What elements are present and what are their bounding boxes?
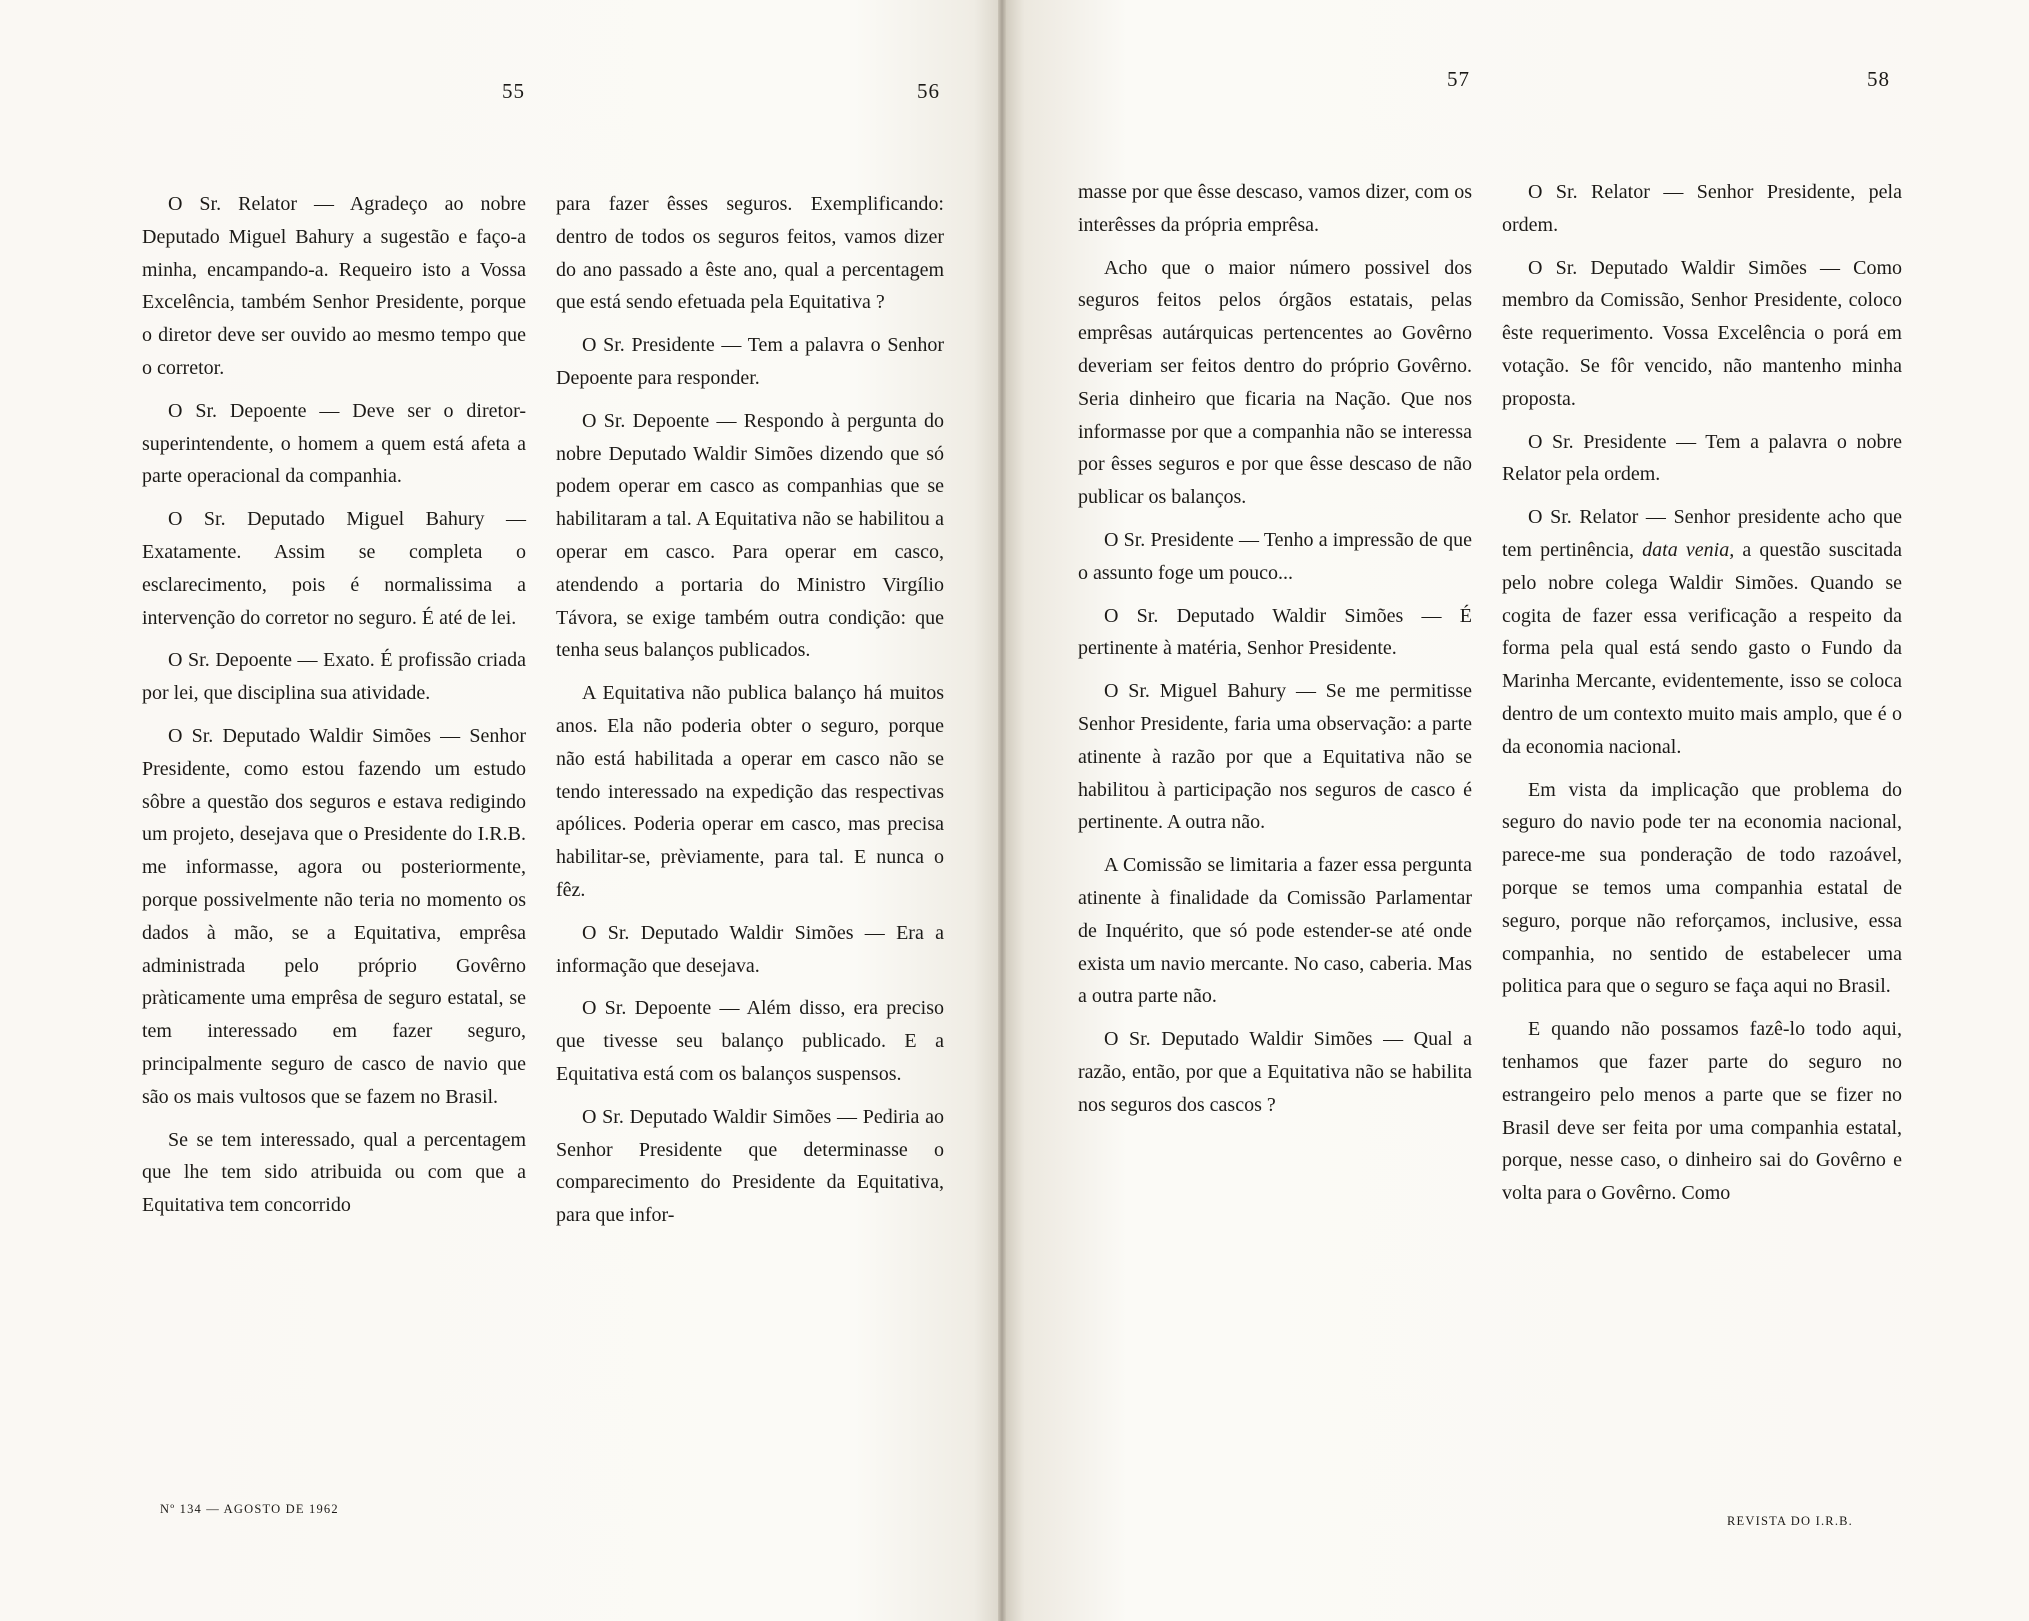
paragraph: O Sr. Deputado Waldir Simões — Qual a razão, então, por que a Equitativa não se habilita nos seguros dos cascos ? — [1078, 1028, 1472, 1116]
book-gutter — [998, 0, 1006, 1621]
paragraph: O Sr. Relator — Agradeço ao nobre Deputado Miguel Bahury a sugestão e faço-a minha, encampando-a. Requeiro isto a Vossa Excelência, também Senhor Presidente, porque o diretor deve ser ouvido ao mesmo tempo que o corretor. — [142, 193, 526, 379]
paragraph: O Sr. Miguel Bahury — Se me permitisse Senhor Presidente, faria uma observação: a parte atinente à razão por que a Equitativa não se habilitou à participação nos seguros de casco é pertinente. A outra não. — [1078, 680, 1472, 834]
footer-issue: Nº 134 — AGOSTO DE 1962 — [160, 1502, 339, 1516]
paragraph: O Sr. Deputado Waldir Simões — É pertinente à matéria, Senhor Presidente. — [1078, 604, 1472, 660]
paragraph: Acho que o maior número possivel dos seguros feitos pelos órgãos estatais, pelas emprêsas autárquicas pertencentes ao Govêrno deveriam ser feitos dentro do próprio Govêrno. Seria dinheiro que ficaria na Nação. Que nos informasse por que a companhia não se interessa por êsses seguros e por que êsse descaso de não publicar os balanços. — [1078, 256, 1472, 509]
paragraph: para fazer êsses seguros. Exemplificando: dentro de todos os seguros feitos, vamos dizer do ano passado a êste ano, qual a percentagem que está sendo efetuada pela Equitativa ? — [556, 193, 944, 314]
page-56-text — [556, 188, 944, 1242]
page-57-text — [1078, 176, 1472, 1132]
paragraph: O Sr. Presidente — Tenho a impressão de que o assunto foge um pouco... — [1078, 528, 1472, 584]
paragraph: O Sr. Presidente — Tem a palavra o Senhor Depoente para responder. — [556, 334, 944, 389]
paragraph: O Sr. Deputado Miguel Bahury — Exatamente. Assim se completa o esclarecimento, pois é normalissima a intervenção do corretor no seguro. É até de lei. — [142, 508, 526, 629]
paragraph: O Sr. Depoente — Respondo à pergunta do nobre Deputado Waldir Simões dizendo que só podem operar em casco as companhias que se habilitaram a tal. A Equitativa não se habilitou a operar em casco. Para operar em casco, atendendo a portaria do Ministro Virgílio Távora, se exige também outra condição: que tenha seus balanços publicados. — [556, 409, 944, 662]
paragraph: Em vista da implicação que problema do seguro do navio pode ter na economia nacional, parece-me sua ponderação de todo razoável, porque se temos uma companhia estatal de seguro, porque não reforçamos, inclusive, essa companhia, no sentido de estabelecer uma politica para que o seguro se faça aqui no Brasil. — [1502, 778, 1902, 998]
page-number-58: 58 — [1867, 67, 1890, 91]
paragraph: masse por que êsse descaso, vamos dizer, com os interêsses da própria emprêsa. — [1078, 181, 1472, 236]
paragraph: A Comissão se limitaria a fazer essa pergunta atinente à finalidade da Comissão Parlamentar de Inquérito, que só pode estender-se até onde exista um navio mercante. No caso, caberia. Mas a outra parte não. — [1078, 854, 1472, 1008]
latin-phrase: data venia, — [1642, 538, 1735, 561]
page-number-56: 56 — [917, 79, 940, 103]
paragraph: O Sr. Depoente — Além disso, era preciso que tivesse seu balanço publicado. E a Equitativa está com os balanços suspensos. — [556, 997, 944, 1085]
footer-journal: REVISTA DO I.R.B. — [1727, 1514, 1854, 1528]
paragraph: O Sr. Depoente — Deve ser o diretor-superintendente, o homem a quem está afeta a parte operacional da companhia. — [142, 399, 526, 488]
page-58-text — [1502, 176, 1902, 1220]
page-number-57: 57 — [1447, 67, 1470, 91]
paragraph: O Sr. Deputado Waldir Simões — Era a informação que desejava. — [556, 921, 944, 977]
paragraph: A Equitativa não publica balanço há muitos anos. Ela não poderia obter o seguro, porque não está habilitada a operar em casco não se tendo interessado na expedição das respectivas apólices. Poderia operar em casco, mas precisa habilitar-se, prèviamente, para tal. E nunca o fêz. — [556, 682, 944, 901]
paragraph — [1502, 501, 1902, 763]
page-number-55: 55 — [502, 79, 525, 103]
paragraph: O Sr. Deputado Waldir Simões — Pediria ao Senhor Presidente que determinasse o comparecimento do Presidente da Equitativa, para que infor- — [556, 1105, 944, 1227]
paragraph: O Sr. Deputado Waldir Simões — Como membro da Comissão, Senhor Presidente, coloco êste requerimento. Vossa Excelência o porá em votação. Se fôr vencido, não mantenho minha proposta. — [1502, 256, 1902, 410]
page-55-text — [142, 188, 526, 1232]
paragraph: O Sr. Deputado Waldir Simões — Senhor Presidente, como estou fazendo um estudo sôbre a questão dos seguros e estava redigindo um projeto, desejava que o Presidente do I.R.B. me informasse, agora ou posteriormente, porque possivelmente não teria no momento os dados à mão, se a Equitativa, emprêsa administrada pelo próprio Govêrno pràticamente uma emprêsa de seguro estatal, se tem interessado em fazer seguro, principalmente seguro de casco de navio que são os mais vultosos que se fazem no Brasil. — [142, 724, 526, 1108]
text-run: O Sr. Relator — Senhor presidente acho que tem pertinência, — [1502, 506, 1902, 561]
paragraph: O Sr. Relator — Senhor Presidente, pela ordem. — [1502, 181, 1902, 236]
paragraph: O Sr. Depoente — Exato. É profissão criada por lei, que disciplina sua atividade. — [142, 649, 526, 705]
text-run: a questão suscitada pelo nobre colega Waldir Simões. Quando se cogita de fazer essa verificação a respeito da forma pela qual está sendo gasto o Fundo da Marinha Mercante, evidentemente, isso se coloca dentro de um contexto muito mais amplo, que é o da economia nacional. — [1502, 538, 1903, 758]
paragraph: O Sr. Presidente — Tem a palavra o nobre Relator pela ordem. — [1502, 430, 1902, 486]
paragraph: E quando não possamos fazê-lo todo aqui, tenhamos que fazer parte do seguro no estrangeiro pelo menos a parte que se fizer no Brasil deve ser feita por uma companhia estatal, porque, nesse caso, o dinheiro sai do Govêrno e volta para o Govêrno. Como — [1502, 1018, 1902, 1205]
paragraph: Se se tem interessado, qual a percentagem que lhe tem sido atribuida ou com que a Equitativa tem concorrido — [142, 1128, 526, 1217]
